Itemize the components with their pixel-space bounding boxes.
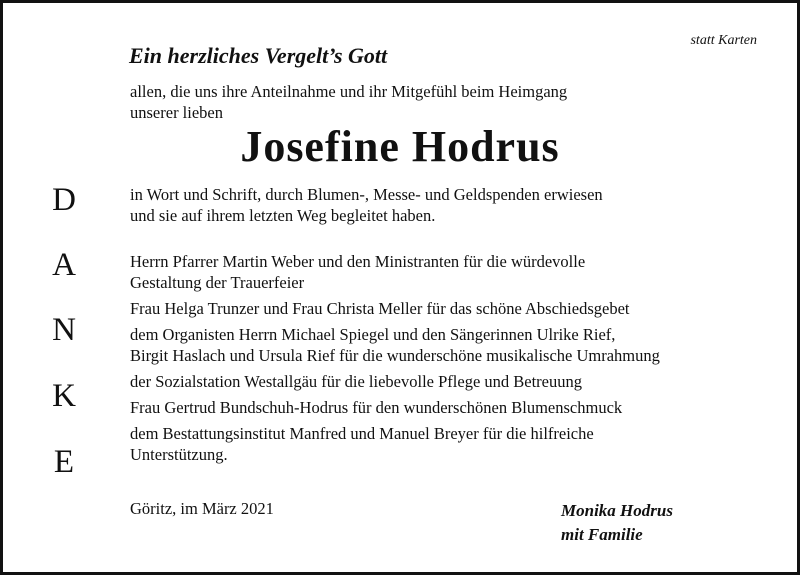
danke-letter-d: D [52, 182, 76, 218]
thanks-line: Frau Helga Trunzer und Frau Christa Meller für das schöne Abschiedsgebet [130, 299, 630, 318]
signature [561, 499, 673, 547]
thanks-line: Birgit Haslach und Ursula Rief für die wunderschöne musikalische Umrahmung [130, 346, 660, 365]
place-date: Göritz, im März 2021 [130, 499, 274, 518]
thanks-item [130, 298, 660, 319]
danke-letter-a: A [52, 247, 76, 283]
paragraph-line: in Wort und Schrift, durch Blumen-, Messe- und Geldspenden erwiesen [130, 185, 603, 204]
greeting-heading: Ein herzliches Vergelt’s Gott [129, 43, 388, 68]
intro-line: allen, die uns ihre Anteilnahme und ihr Mitgefühl beim Heimgang [130, 82, 568, 101]
thanks-line: dem Organisten Herrn Michael Spiegel und den Sängerinnen Ulrike Rief, [130, 325, 616, 344]
thanks-line: der Sozialstation Westallgäu für die liebevolle Pflege und Betreuung [130, 372, 582, 391]
intro-text [130, 81, 567, 123]
thanks-line: Frau Gertrud Bundschuh-Hodrus für den wunderschönen Blumenschmuck [130, 398, 623, 417]
thanks-list [130, 251, 660, 470]
thanks-line: Herrn Pfarrer Martin Weber und den Ministranten für die würdevolle [130, 252, 586, 271]
paragraph-line: und sie auf ihrem letzten Weg begleitet haben. [130, 206, 436, 225]
thanks-item [130, 423, 660, 465]
acknowledgement-paragraph [130, 184, 603, 226]
signature-name: Monika Hodrus [561, 501, 673, 520]
thanks-line: Unterstützung. [130, 445, 228, 464]
thanks-item [130, 371, 660, 392]
signature-family: mit Familie [561, 525, 643, 544]
thanks-line: Gestaltung der Trauerfeier [130, 273, 305, 292]
danke-letter-k: K [52, 378, 76, 414]
thanks-item [130, 324, 660, 366]
danke-letter-e: E [53, 444, 75, 480]
note-statt-karten: statt Karten [690, 33, 757, 48]
thanks-item [130, 397, 660, 418]
deceased-name: Josefine Hodrus [240, 122, 560, 171]
thanks-line: dem Bestattungsinstitut Manfred und Manuel Breyer für die hilfreiche [130, 424, 594, 443]
danke-letter-n: N [52, 312, 76, 348]
intro-line: unserer lieben [130, 103, 223, 122]
thanks-item [130, 251, 660, 293]
